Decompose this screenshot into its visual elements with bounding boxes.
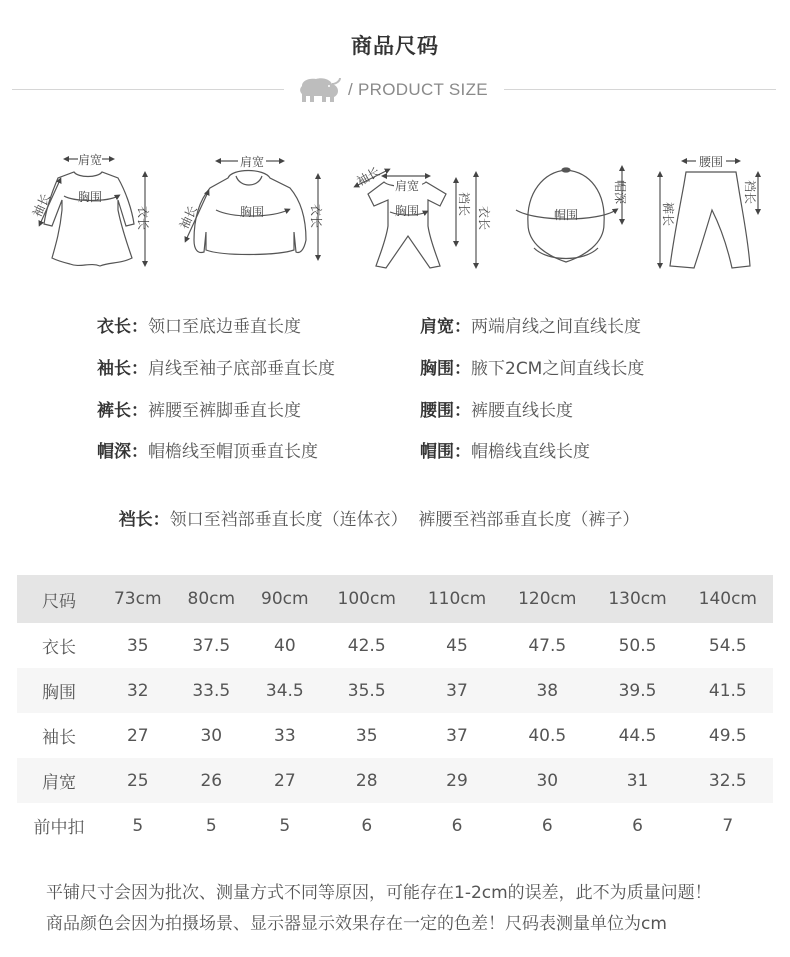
romper-shoulder-label: 肩宽 — [394, 179, 420, 193]
table-cell: 33.5 — [192, 680, 231, 701]
dress-length-label: 衣长 — [136, 206, 150, 231]
table-header-row — [17, 575, 773, 623]
table-header-cell: 尺码 — [42, 591, 76, 612]
table-cell: 45 — [446, 635, 468, 656]
note-line: 平铺尺寸会因为批次、测量方式不同等原因，可能存在1-2cm的误差，此不为质量问题！ — [46, 883, 712, 903]
definition-item: 裤长：裤腰至裤脚垂直长度 — [97, 401, 301, 421]
dress-diagram — [40, 159, 145, 266]
table-cell: 35 — [126, 635, 149, 656]
subtitle: / PRODUCT SIZE — [348, 80, 488, 99]
table-row — [17, 758, 773, 803]
table-cell: 54.5 — [708, 635, 747, 656]
definition-item: 帽深：帽檐线至帽顶垂直长度 — [97, 442, 318, 462]
dress-chest-label: 胸围 — [77, 190, 103, 204]
definition-item: 胸围：腋下2CM之间直线长度 — [420, 359, 645, 379]
table-cell: 41.5 — [708, 680, 747, 701]
size-table — [17, 575, 773, 848]
dress-shoulder-label: 肩宽 — [77, 153, 103, 167]
table-cell: 37 — [446, 725, 468, 746]
table-header-cell: 100cm — [337, 589, 396, 609]
pants-waist-label: 腰围 — [698, 155, 724, 169]
table-cell: 肩宽 — [42, 773, 76, 793]
romper-chest-label: 胸围 — [394, 204, 420, 218]
table-row — [17, 668, 773, 713]
table-cell: 34.5 — [265, 680, 304, 701]
table-cell: 27 — [274, 770, 296, 791]
definition-item: 腰围：裤腰直线长度 — [420, 401, 573, 421]
definition-item: 衣长：领口至底边垂直长度 — [97, 317, 301, 337]
page-title: 商品尺码 — [351, 34, 439, 58]
table-cell: 6 — [361, 815, 373, 836]
romper-length-label: 衣长 — [477, 206, 491, 231]
sweater-chest-label: 胸围 — [239, 205, 265, 219]
table-cell: 27 — [126, 725, 149, 746]
table-row — [17, 803, 773, 848]
table-header-cell: 120cm — [518, 589, 577, 609]
garment-diagrams — [0, 140, 790, 280]
table-cell: 5 — [132, 815, 144, 836]
table-header-cell: 140cm — [698, 589, 757, 609]
table-cell: 30 — [536, 770, 559, 791]
table-cell: 40 — [274, 635, 296, 656]
table-cell: 6 — [451, 815, 463, 836]
romper-crotch-label: 裆长 — [457, 192, 471, 217]
cap-circumference-label: 帽围 — [553, 208, 579, 222]
romper-sleeve-label: 袖长 — [354, 164, 383, 189]
measurement-notes — [46, 878, 766, 940]
table-cell: 7 — [722, 815, 734, 836]
table-cell: 30 — [200, 725, 223, 746]
definition-item: 裆长：领口至裆部垂直长度（连体衣） 裤腰至裆部垂直长度（裤子） — [118, 510, 640, 530]
definition-item: 帽围：帽檐线直线长度 — [420, 442, 590, 462]
cap-depth-label: 帽深 — [613, 180, 627, 205]
definition-item: 肩宽：两端肩线之间直线长度 — [420, 317, 641, 337]
table-cell: 33 — [274, 725, 296, 746]
table-cell: 37.5 — [192, 635, 231, 656]
divider-right — [504, 89, 776, 90]
table-header-cell: 73cm — [113, 589, 162, 609]
diagram-canvas — [0, 140, 790, 280]
table-cell: 31 — [626, 770, 649, 791]
table-header-cell: 80cm — [187, 589, 236, 609]
table-cell: 44.5 — [618, 725, 657, 746]
table-cell: 32.5 — [708, 770, 747, 791]
table-cell: 胸围 — [42, 683, 76, 703]
table-cell: 35.5 — [347, 680, 386, 701]
table-header-cell: 110cm — [427, 589, 487, 609]
table-cell: 50.5 — [618, 635, 657, 656]
table-header-cell: 130cm — [608, 589, 667, 609]
definition-item: 袖长：肩线至袖子底部垂直长度 — [97, 359, 335, 379]
table-cell: 6 — [632, 815, 643, 836]
table-cell: 40.5 — [528, 725, 567, 746]
table-cell: 32 — [126, 680, 149, 701]
sweater-shoulder-label: 肩宽 — [239, 155, 265, 169]
table-cell: 6 — [541, 815, 553, 836]
table-cell: 衣长 — [42, 638, 76, 658]
pants-length-label: 裤长 — [661, 202, 675, 227]
subtitle-row — [12, 76, 776, 104]
table-cell: 37 — [446, 680, 468, 701]
table-cell: 26 — [200, 770, 223, 791]
table-cell: 5 — [279, 815, 291, 836]
divider-left — [12, 89, 284, 90]
note-line: 商品颜色会因为拍摄场景、显示器显示效果存在一定的色差！尺码表测量单位为cm — [46, 914, 667, 934]
sweater-sleeve-label: 袖长 — [177, 203, 200, 232]
dress-sleeve-label: 袖长 — [30, 191, 53, 220]
table-cell: 49.5 — [708, 725, 747, 746]
table-cell: 29 — [446, 770, 468, 791]
table-cell: 38 — [536, 680, 559, 701]
table-cell: 28 — [355, 770, 378, 791]
elephant-icon — [296, 76, 342, 104]
table-header-cell: 90cm — [261, 589, 309, 609]
table-cell: 5 — [205, 815, 217, 836]
table-cell: 47.5 — [528, 635, 567, 656]
table-cell: 35 — [355, 725, 378, 746]
sweater-length-label: 衣长 — [309, 204, 323, 229]
table-row — [17, 713, 773, 758]
table-cell: 袖长 — [42, 728, 76, 748]
table-cell: 25 — [126, 770, 149, 791]
table-row — [17, 623, 773, 668]
table-cell: 39.5 — [618, 680, 657, 701]
table-cell: 42.5 — [347, 635, 386, 656]
table-cell: 前中扣 — [33, 818, 85, 838]
pants-crotch-label: 裆长 — [743, 180, 757, 205]
